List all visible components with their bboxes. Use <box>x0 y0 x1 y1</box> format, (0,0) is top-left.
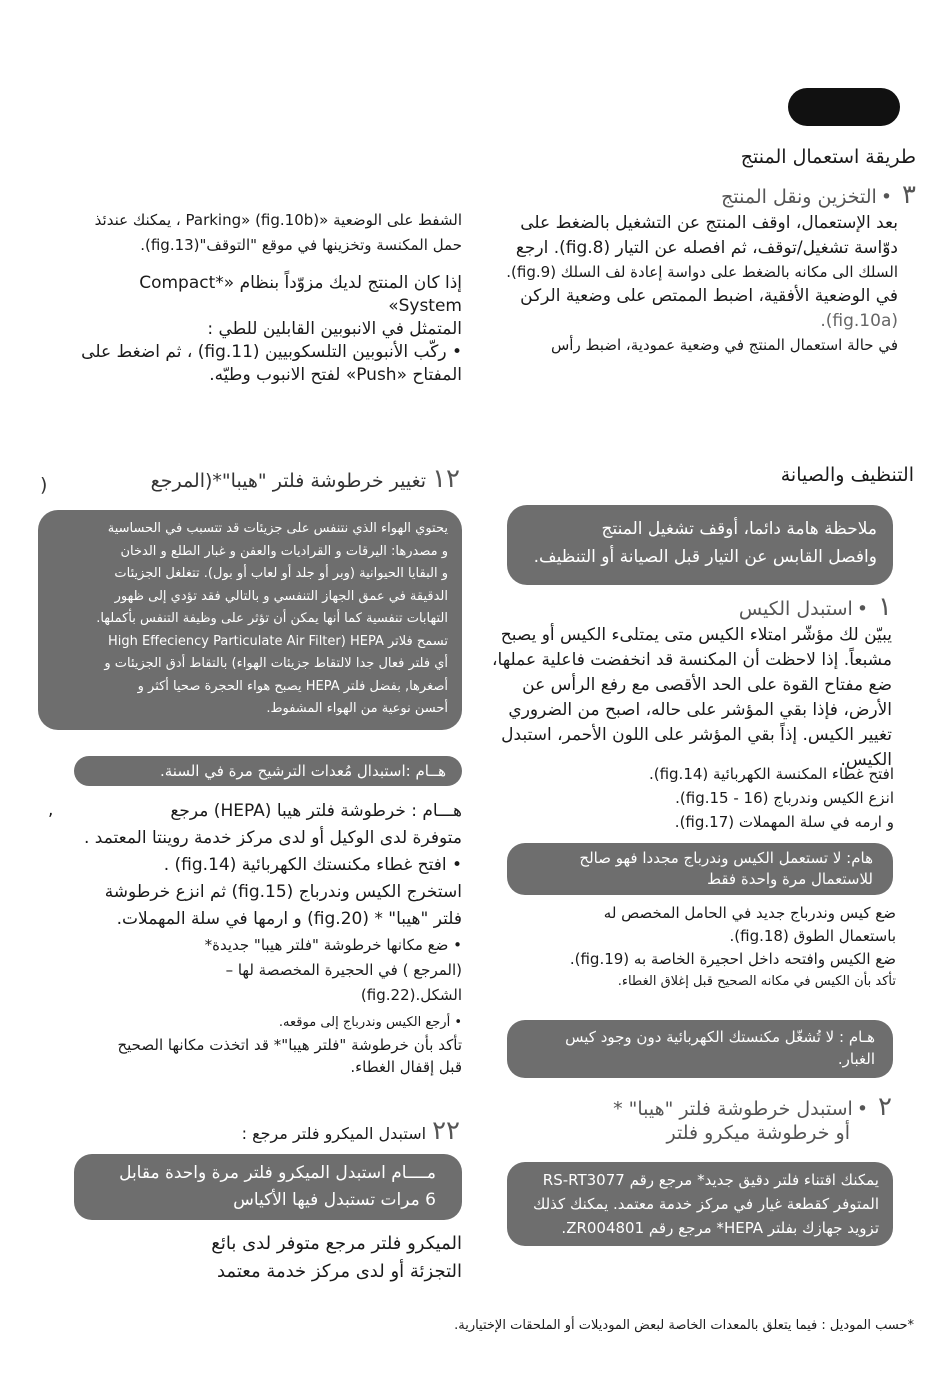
hepa-change-body-small <box>60 1012 462 1078</box>
bag-steps <box>514 762 894 834</box>
single-use-note-box <box>507 843 893 895</box>
hepa-change-body <box>50 798 462 1008</box>
box-line: 6 مرات تستبدل فيها الأكياس <box>233 1190 436 1210</box>
storage-heading-number: ٣ <box>902 180 916 210</box>
text-line: استخرج الكيس وندرباج (fig.15) ثم انزع خرطوشة <box>104 882 462 902</box>
text-line: حمل المكنسة وتخزينها في موقع "التوقف"(fig.13). <box>140 236 462 254</box>
info-line: و البقايا الحيوانية (وبر أو جلد أو لعاب أو بول). تتغلغل الجزيئات <box>114 566 448 581</box>
info-line: تزويد جهازك بفلتر HEPA* مرجع رقم ZR004801. <box>561 1219 879 1237</box>
micro-filter-box <box>74 1154 462 1220</box>
text-line: دوّاسة تشغيل/توقف، ثم افصله عن التيار (fig.8). ارجع <box>515 238 898 258</box>
hepa-heading-line-2: أو خرطوشة ميكرو فلتر <box>666 1122 850 1144</box>
allergy-info-box <box>38 510 462 730</box>
info-line: التهابات تنفسية كما أنها يمكن أن تؤثر على وظيفة التنفس بأكملها. <box>96 611 448 626</box>
bullet-dot: • <box>856 1098 869 1120</box>
note-line: وافصل القابس عن التيار قبل الصيانة أو التنظيف. <box>533 547 877 567</box>
hepa-change-heading <box>40 464 460 494</box>
info-line: أحسن نوعية من الهواء المشفوط. <box>266 701 448 716</box>
micro-filter-number: ٢٢ <box>432 1116 460 1146</box>
text-line: السلك الى مكانه بالضغط على دواسة إعادة لف السلك (fig.9). <box>506 263 898 281</box>
text-line: الأرض، فإذا بقي المؤشر على حاله، اصبح من الضروري <box>508 700 892 720</box>
section-tab <box>788 88 900 126</box>
text-line: في الوضعية الأفقية، اضبط الممتص على وضعية الركن <box>520 286 898 306</box>
info-line: يمكنك اقتناء فلتر دقيق جديد* مرجع رقم RS-RT3077 <box>542 1171 879 1189</box>
text-line: الكيس. <box>840 750 892 770</box>
usage-title: طريقة استعمال المنتج <box>740 146 916 168</box>
text-line: الشفط على الوضعية «Parking» (fig.10b) ، يمكنك عندئذ <box>94 211 462 229</box>
micro-filter-heading <box>40 1116 460 1146</box>
text-line: • ركّب الأنبوبين التلسكوبيين (fig.11) ، ثم اضغط على <box>81 342 462 362</box>
text-line: • افتح غطاء مكنستك الكهربائية (fig.14) . <box>163 855 462 875</box>
text-line: تغيير الكيس. إذاً بقي المؤشر على اللون الأحمر، استبدل <box>501 725 892 745</box>
info-line: و مصدرها: اليرقات و القراديات والعفن و غبار الطلع و الدخان <box>120 543 448 559</box>
step-line: ضع الكيس وافتحه داخل احجيرة الخاصة به (fig.19). <box>569 950 896 968</box>
info-line: تسمح فلاتر High Effeciency Particulate Air Filter) HEPA <box>107 633 448 649</box>
info-line: الدقيقة في عمق الجهاز التنفسي و بالتالي فقد تؤدي إلى ظهور <box>114 588 448 604</box>
bag-heading <box>512 592 892 622</box>
cleaning-title: التنظيف والصيانة <box>780 464 914 486</box>
text-line: • أرجع الكيس وندرباج إلى موقعه. <box>278 1015 462 1030</box>
text-line: قبل إقفال الغطاء. <box>350 1058 462 1076</box>
text-line: متوفرة لدى الوكيل أو لدى مركز خدمة روينتا المعتمد . <box>83 828 462 848</box>
text-line: في حالة استعمال المنتج في وضعية عمودية، اضبط رأس <box>550 336 898 354</box>
note-line: هام: لا تستعمل الكيس وندرباج مجددا فهو صالح <box>579 849 873 867</box>
yearly-replacement-pill: هــام :استبدال مُعدات الترشيح مرة في السنة. <box>74 756 462 786</box>
note-line: للاستعمال مرة واحدة فقط <box>707 870 873 888</box>
storage-paragraph-right <box>498 212 898 358</box>
micro-filter-text: استبدل الميكرو فلتر مرجع : <box>241 1124 427 1143</box>
hepa-heading-text: استبدل خرطوشة فلتر "هيبا" * <box>613 1098 853 1120</box>
bullet-dot: • <box>856 598 869 620</box>
text-line: التجزئة أو لدى مركز خدمة معتمد <box>216 1261 462 1282</box>
storage-heading-text: التخزين ونقل المنتج <box>721 186 877 208</box>
info-line: يحتوي الهواء الذي نتنفس على جزيئات قد تتسبب في الحساسية <box>107 521 448 536</box>
bag-heading-text: استبدل الكيس <box>738 598 853 620</box>
hepa-change-heading-close: ) <box>40 474 48 496</box>
text-line: الميكرو فلتر مرجع متوفر لدى بائع <box>211 1233 462 1254</box>
hepa-replace-heading <box>512 1092 892 1144</box>
text-line: الشكل.(fig.22) <box>360 986 462 1004</box>
step-line: تأكد بأن الكيس في مكانه الصحيح قبل إغلاق الغطاء. <box>617 974 896 989</box>
storage-heading <box>516 180 916 210</box>
text-line: فلتر "هيبا" * (fig.20) و ارمها في سلة المهملات. <box>116 909 462 929</box>
text-line: المفتاح «Push» لفتح الانبوب وطيّه. <box>209 365 462 385</box>
footnote: *حسب الموديل : فيما يتعلق بالمعدات الخاصة لبعض الموديلات أو الملحقات الإختيارية. <box>454 1318 914 1333</box>
info-line: أصغرها, بفضل فلتر HEPA يصبح هواء الحجرة صحيا أكثر و <box>137 678 448 694</box>
storage-paragraph-left <box>62 210 462 387</box>
step-line: افتح غطاء المكنسة الكهربائية (fig.14). <box>648 765 894 783</box>
text-line: ضع مفتاح القوة على الحد الأقصى مع رفع الرأس عن <box>522 675 892 695</box>
text-line: يبيّن لك مؤشّر امتلاء الكيس متى يمتلىء الكيس أو يصبح <box>500 625 892 645</box>
bullet-dot: • <box>880 186 893 208</box>
spare-filter-info-box <box>507 1162 893 1246</box>
bag-paragraph <box>492 624 892 774</box>
step-line: و ارمه في سلة المهملات (fig.17). <box>674 813 894 831</box>
important-note-box <box>507 505 893 585</box>
text-line: (fig.10a). <box>820 311 898 331</box>
text-line: إذا كان المنتج لديك مزوّداً بنظام «*Compact System» <box>139 273 462 316</box>
note-line: ملاحظة هامة دائما، أوقف تشغيل المنتج <box>601 519 877 539</box>
box-line: مــــام استبدل الميكرو فلتر مرة واحدة مقابل <box>119 1163 436 1183</box>
bag-steps-2 <box>496 902 896 992</box>
step-line: انزع الكيس وندرباج (16 - fig.15). <box>675 789 894 807</box>
text-line: المتمثل في الانبوبين القابلين للطي : <box>207 319 462 339</box>
hepa-change-number: ١٢ <box>432 464 460 494</box>
info-line: المتوفر كقطعة غيار في مركز خدمة معتمد. يمكنك كذلك <box>532 1195 879 1213</box>
no-bag-warning-box <box>507 1020 893 1078</box>
comma-mark: , <box>48 800 54 820</box>
text-line: بعد الإستعمال، اوقف المنتج عن التشغيل بالضغط على <box>520 213 898 233</box>
text-line: • ضع مكانها خرطوشة "فلتر هيبا" جديدة* <box>204 936 462 954</box>
bag-heading-number: ١ <box>878 592 892 622</box>
hepa-heading-number: ٢ <box>878 1092 892 1122</box>
info-line: أي فلتر فعال جدا لالتقاط جزيئات الهواء) بالتقاط أدق الجزيئات و <box>104 656 448 671</box>
text-line: (المرجع ) في الحجيرة المخصصة لها – <box>225 961 462 979</box>
hepa-heading-line-1 <box>512 1092 892 1122</box>
warning-line: الغبار. <box>837 1050 875 1068</box>
warning-line: هـام : لا تُشغّل مكنستك الكهربائية دون وجود كيس <box>565 1028 875 1046</box>
micro-filter-availability <box>80 1230 462 1286</box>
step-line: ضع كيس وندرباج جديد في الحامل المخصص له <box>603 904 896 922</box>
hepa-change-text: تغيير خرطوشة فلتر "هيبا"*(المرجع <box>150 470 427 492</box>
step-line: باستعمال الطوق (fig.18). <box>729 927 896 945</box>
text-line: تأكد بأن خرطوشة "فلتر هيبا"* قد اتخذت مكانها الصحيح <box>117 1036 462 1054</box>
text-line: هـــام : خرطوشة فلتر هيبا (HEPA) مرجع <box>170 801 462 821</box>
text-line: مشبعاً. إذا لاحظت أن المكنسة قد انخفضت فاعلية عملها، <box>492 650 892 670</box>
